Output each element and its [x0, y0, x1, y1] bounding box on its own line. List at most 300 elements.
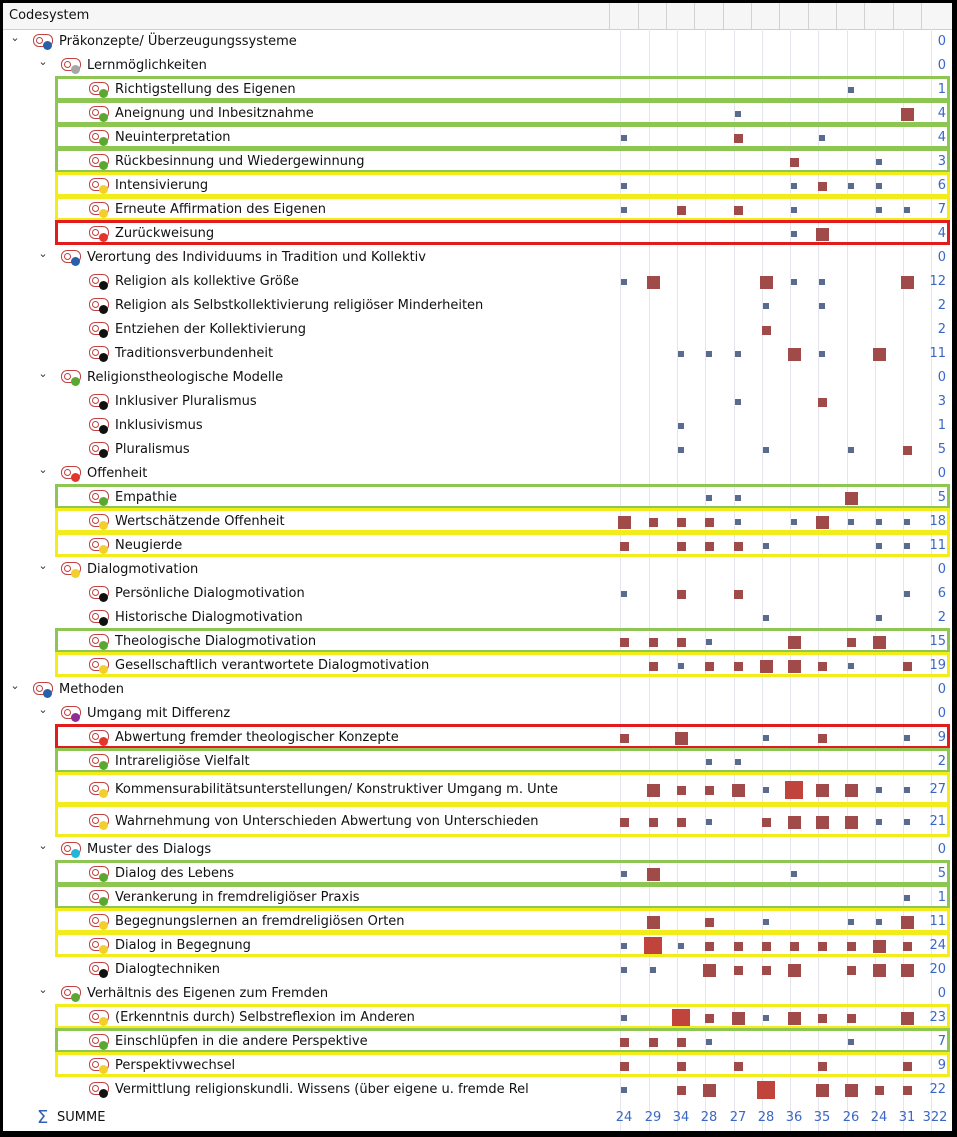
coding-frequency-square[interactable]: [762, 966, 771, 975]
sum-row: [3, 1106, 952, 1130]
chevron-down-icon[interactable]: ⌄: [38, 55, 48, 68]
column-header-8[interactable]: [808, 3, 809, 29]
code-row[interactable]: [3, 486, 952, 510]
coding-frequency-square[interactable]: [677, 1062, 686, 1071]
coding-frequency-square[interactable]: [818, 182, 827, 191]
coding-frequency-square[interactable]: [706, 1039, 712, 1045]
coding-frequency-square[interactable]: [757, 1081, 775, 1099]
code-count: 27: [929, 782, 946, 797]
coding-frequency-square[interactable]: [705, 918, 714, 927]
coding-frequency-square[interactable]: [706, 759, 712, 765]
coding-frequency-square[interactable]: [734, 590, 743, 599]
coding-frequency-square[interactable]: [705, 518, 714, 527]
column-header-codesystem[interactable]: Codesystem: [9, 8, 90, 23]
chevron-down-icon[interactable]: ⌄: [38, 463, 48, 476]
code-row[interactable]: [3, 702, 952, 726]
coding-frequency-square[interactable]: [734, 662, 743, 671]
coding-frequency-square[interactable]: [873, 636, 886, 649]
coding-frequency-square[interactable]: [816, 784, 829, 797]
code-row[interactable]: [3, 606, 952, 630]
coding-frequency-square[interactable]: [763, 543, 769, 549]
coding-frequency-square[interactable]: [791, 519, 797, 525]
code-icon: [89, 633, 115, 651]
coding-frequency-square[interactable]: [703, 964, 716, 977]
code-row[interactable]: [3, 366, 952, 390]
coding-frequency-square[interactable]: [672, 1009, 690, 1027]
coding-frequency-square[interactable]: [904, 207, 910, 213]
code-matrix-panel: [3, 3, 952, 1131]
column-header-2[interactable]: [638, 3, 639, 29]
code-row[interactable]: [3, 1006, 952, 1030]
coding-frequency-square[interactable]: [760, 660, 773, 673]
coding-frequency-square[interactable]: [621, 279, 627, 285]
code-row[interactable]: [3, 982, 952, 1006]
coding-frequency-square[interactable]: [620, 734, 629, 743]
code-row[interactable]: [3, 222, 952, 246]
coding-frequency-square[interactable]: [876, 615, 882, 621]
coding-frequency-square[interactable]: [819, 351, 825, 357]
coding-frequency-square[interactable]: [649, 638, 658, 647]
coding-frequency-square[interactable]: [790, 158, 799, 167]
coding-frequency-square[interactable]: [788, 816, 801, 829]
code-count: 21: [929, 814, 946, 829]
code-label: Aneignung und Inbesitznahme: [115, 106, 314, 121]
code-icon: [61, 249, 87, 267]
chevron-down-icon[interactable]: ⌄: [10, 31, 20, 44]
coding-frequency-square[interactable]: [845, 492, 858, 505]
code-icon: [61, 57, 87, 75]
coding-frequency-square[interactable]: [876, 919, 882, 925]
code-label: Dialogtechniken: [115, 962, 221, 977]
coding-frequency-square[interactable]: [735, 759, 741, 765]
coding-frequency-square[interactable]: [904, 543, 910, 549]
coding-frequency-square[interactable]: [677, 1086, 686, 1095]
code-row[interactable]: [3, 102, 952, 126]
column-header-3[interactable]: [666, 3, 667, 29]
code-row[interactable]: [3, 630, 952, 654]
code-count: 7: [937, 202, 946, 217]
coding-frequency-square[interactable]: [621, 967, 627, 973]
coding-frequency-square[interactable]: [791, 871, 797, 877]
sum-value: 28: [757, 1110, 775, 1125]
coding-frequency-square[interactable]: [848, 1039, 854, 1045]
coding-frequency-square[interactable]: [876, 787, 882, 793]
code-row[interactable]: [3, 318, 952, 342]
code-label: Einschlüpfen in die andere Perspektive: [115, 1034, 368, 1049]
sum-value: 34: [672, 1110, 690, 1125]
coding-frequency-square[interactable]: [644, 937, 662, 955]
coding-frequency-square[interactable]: [734, 966, 743, 975]
code-count: 0: [937, 370, 946, 385]
coding-frequency-square[interactable]: [791, 207, 797, 213]
coding-frequency-square[interactable]: [678, 351, 684, 357]
coding-frequency-square[interactable]: [875, 1086, 884, 1095]
code-row[interactable]: [3, 582, 952, 606]
coding-frequency-square[interactable]: [621, 135, 627, 141]
code-count: 24: [929, 938, 946, 953]
code-icon: [33, 681, 59, 699]
code-row[interactable]: [3, 54, 952, 78]
coding-frequency-square[interactable]: [649, 818, 658, 827]
coding-frequency-square[interactable]: [705, 942, 714, 951]
coding-frequency-square[interactable]: [876, 543, 882, 549]
coding-frequency-square[interactable]: [847, 942, 856, 951]
coding-frequency-square[interactable]: [647, 868, 660, 881]
code-row[interactable]: [3, 414, 952, 438]
code-icon: [89, 273, 115, 291]
code-row[interactable]: [3, 462, 952, 486]
coding-frequency-square[interactable]: [763, 615, 769, 621]
sum-label: SUMME: [57, 1110, 106, 1125]
coding-frequency-square[interactable]: [848, 183, 854, 189]
coding-frequency-square[interactable]: [785, 781, 803, 799]
coding-frequency-square[interactable]: [621, 183, 627, 189]
code-row[interactable]: [3, 678, 952, 702]
code-icon: [89, 1033, 115, 1051]
chevron-down-icon[interactable]: ⌄: [38, 367, 48, 380]
code-row[interactable]: [3, 1078, 952, 1102]
coding-frequency-square[interactable]: [904, 591, 910, 597]
code-row[interactable]: [3, 750, 952, 774]
coding-frequency-square[interactable]: [705, 786, 714, 795]
coding-frequency-square[interactable]: [735, 399, 741, 405]
coding-frequency-square[interactable]: [647, 784, 660, 797]
coding-frequency-square[interactable]: [678, 663, 684, 669]
code-row[interactable]: [3, 390, 952, 414]
code-count: 7: [937, 1034, 946, 1049]
coding-frequency-square[interactable]: [788, 964, 801, 977]
coding-frequency-square[interactable]: [706, 819, 712, 825]
code-row[interactable]: [3, 30, 952, 54]
coding-frequency-square[interactable]: [873, 348, 886, 361]
code-icon: [89, 813, 115, 831]
coding-frequency-square[interactable]: [762, 326, 771, 335]
coding-frequency-square[interactable]: [848, 87, 854, 93]
coding-frequency-square[interactable]: [678, 447, 684, 453]
coding-frequency-square[interactable]: [845, 1084, 858, 1097]
code-row[interactable]: [3, 1054, 952, 1078]
coding-frequency-square[interactable]: [819, 303, 825, 309]
coding-frequency-square[interactable]: [706, 639, 712, 645]
coding-frequency-square[interactable]: [621, 1087, 627, 1093]
coding-frequency-square[interactable]: [734, 206, 743, 215]
coding-frequency-square[interactable]: [677, 542, 686, 551]
coding-frequency-square[interactable]: [734, 134, 743, 143]
code-label: Abwertung fremder theologischer Konzepte: [115, 730, 399, 745]
coding-frequency-square[interactable]: [760, 276, 773, 289]
coding-frequency-square[interactable]: [847, 638, 856, 647]
coding-frequency-square[interactable]: [904, 519, 910, 525]
code-row[interactable]: [3, 246, 952, 270]
code-count: 0: [937, 682, 946, 697]
coding-frequency-square[interactable]: [706, 495, 712, 501]
code-label: Präkonzepte/ Überzeugungssysteme: [59, 34, 297, 49]
coding-frequency-square[interactable]: [678, 423, 684, 429]
coding-frequency-square[interactable]: [647, 916, 660, 929]
code-row[interactable]: [3, 438, 952, 462]
code-label: Richtigstellung des Eigenen: [115, 82, 296, 97]
coding-frequency-square[interactable]: [677, 1038, 686, 1047]
code-icon: [89, 753, 115, 771]
coding-frequency-square[interactable]: [621, 207, 627, 213]
coding-frequency-square[interactable]: [620, 1038, 629, 1047]
code-count: 20: [929, 962, 946, 977]
code-row[interactable]: [3, 774, 952, 806]
coding-frequency-square[interactable]: [819, 135, 825, 141]
code-row[interactable]: [3, 806, 952, 838]
chevron-down-icon[interactable]: ⌄: [38, 247, 48, 260]
code-count: 0: [937, 562, 946, 577]
code-label: Verortung des Individuums in Tradition und Kollektiv: [87, 250, 426, 265]
coding-frequency-square[interactable]: [620, 542, 629, 551]
coding-frequency-square[interactable]: [762, 818, 771, 827]
coding-frequency-square[interactable]: [904, 787, 910, 793]
code-count: 3: [937, 154, 946, 169]
coding-frequency-square[interactable]: [873, 940, 886, 953]
code-label: Verhältnis des Eigenen zum Fremden: [87, 986, 329, 1001]
coding-frequency-square[interactable]: [675, 732, 688, 745]
code-label: Dialogmotivation: [87, 562, 199, 577]
code-count: 11: [929, 346, 946, 361]
code-row[interactable]: [3, 126, 952, 150]
coding-frequency-square[interactable]: [816, 516, 829, 529]
chevron-down-icon[interactable]: ⌄: [38, 559, 48, 572]
code-row[interactable]: [3, 862, 952, 886]
coding-frequency-square[interactable]: [903, 662, 912, 671]
coding-frequency-square[interactable]: [732, 784, 745, 797]
coding-frequency-square[interactable]: [904, 735, 910, 741]
coding-frequency-square[interactable]: [903, 942, 912, 951]
code-label: Intensivierung: [115, 178, 209, 193]
coding-frequency-square[interactable]: [763, 787, 769, 793]
chevron-down-icon[interactable]: ⌄: [38, 983, 48, 996]
code-label: Wertschätzende Offenheit: [115, 514, 285, 529]
coding-frequency-square[interactable]: [649, 1038, 658, 1047]
code-icon: [61, 705, 87, 723]
coding-frequency-square[interactable]: [763, 447, 769, 453]
coding-frequency-square[interactable]: [621, 943, 627, 949]
coding-frequency-square[interactable]: [876, 207, 882, 213]
code-count: 1: [937, 890, 946, 905]
column-header-7[interactable]: [779, 3, 780, 29]
column-header-9[interactable]: [836, 3, 837, 29]
coding-frequency-square[interactable]: [903, 446, 912, 455]
code-count: 11: [929, 538, 946, 553]
coding-frequency-square[interactable]: [735, 111, 741, 117]
code-row[interactable]: [3, 198, 952, 222]
coding-frequency-square[interactable]: [620, 1062, 629, 1071]
code-count: 6: [937, 178, 946, 193]
coding-frequency-square[interactable]: [876, 183, 882, 189]
coding-frequency-square[interactable]: [901, 1012, 914, 1025]
coding-frequency-square[interactable]: [790, 942, 799, 951]
code-row[interactable]: [3, 534, 952, 558]
code-label: Empathie: [115, 490, 178, 505]
coding-frequency-square[interactable]: [904, 819, 910, 825]
code-icon: [89, 489, 115, 507]
code-label: Dialog in Begegnung: [115, 938, 251, 953]
coding-frequency-square[interactable]: [677, 818, 686, 827]
sum-value: 24: [870, 1110, 888, 1125]
code-count: 0: [937, 58, 946, 73]
coding-frequency-square[interactable]: [763, 1015, 769, 1021]
code-count: 4: [937, 226, 946, 241]
code-row[interactable]: [3, 342, 952, 366]
coding-frequency-square[interactable]: [763, 303, 769, 309]
coding-frequency-square[interactable]: [650, 967, 656, 973]
coding-frequency-square[interactable]: [848, 447, 854, 453]
column-header-11[interactable]: [893, 3, 894, 29]
code-row[interactable]: [3, 910, 952, 934]
code-row[interactable]: [3, 726, 952, 750]
coding-frequency-square[interactable]: [903, 1062, 912, 1071]
coding-frequency-square[interactable]: [791, 279, 797, 285]
code-row[interactable]: [3, 558, 952, 582]
coding-frequency-square[interactable]: [845, 784, 858, 797]
code-count: 19: [929, 658, 946, 673]
code-label: Erneute Affirmation des Eigenen: [115, 202, 326, 217]
coding-frequency-square[interactable]: [816, 816, 829, 829]
coding-frequency-square[interactable]: [705, 662, 714, 671]
column-header-6[interactable]: [751, 3, 752, 29]
coding-frequency-square[interactable]: [788, 636, 801, 649]
coding-frequency-square[interactable]: [618, 516, 631, 529]
coding-frequency-square[interactable]: [818, 398, 827, 407]
coding-frequency-square[interactable]: [705, 1014, 714, 1023]
column-header-1[interactable]: [609, 3, 610, 29]
coding-frequency-square[interactable]: [762, 942, 771, 951]
coding-frequency-square[interactable]: [788, 1012, 801, 1025]
coding-frequency-square[interactable]: [848, 663, 854, 669]
coding-frequency-square[interactable]: [816, 1084, 829, 1097]
coding-frequency-square[interactable]: [788, 660, 801, 673]
coding-frequency-square[interactable]: [734, 1062, 743, 1071]
coding-frequency-square[interactable]: [791, 231, 797, 237]
coding-frequency-square[interactable]: [788, 348, 801, 361]
code-count: 11: [929, 914, 946, 929]
code-row[interactable]: [3, 174, 952, 198]
code-row[interactable]: [3, 150, 952, 174]
code-label: Neuinterpretation: [115, 130, 231, 145]
code-label: Inklusivismus: [115, 418, 203, 433]
coding-frequency-square[interactable]: [621, 591, 627, 597]
code-row[interactable]: [3, 294, 952, 318]
coding-frequency-square[interactable]: [621, 1015, 627, 1021]
code-row[interactable]: [3, 654, 952, 678]
coding-frequency-square[interactable]: [873, 964, 886, 977]
coding-frequency-square[interactable]: [649, 662, 658, 671]
column-header-12[interactable]: [921, 3, 922, 29]
chevron-down-icon[interactable]: ⌄: [38, 703, 48, 716]
code-row[interactable]: [3, 934, 952, 958]
column-header-5[interactable]: [723, 3, 724, 29]
code-icon: [89, 729, 115, 747]
coding-frequency-square[interactable]: [901, 276, 914, 289]
code-count: 6: [937, 586, 946, 601]
coding-frequency-square[interactable]: [677, 786, 686, 795]
code-count: 4: [937, 106, 946, 121]
coding-frequency-square[interactable]: [677, 206, 686, 215]
code-row[interactable]: [3, 958, 952, 982]
code-row[interactable]: [3, 838, 952, 862]
coding-frequency-square[interactable]: [677, 590, 686, 599]
code-icon: [89, 1057, 115, 1075]
chevron-down-icon[interactable]: ⌄: [10, 679, 20, 692]
coding-frequency-square[interactable]: [677, 518, 686, 527]
coding-frequency-square[interactable]: [677, 638, 686, 647]
code-label: Theologische Dialogmotivation: [115, 634, 317, 649]
coding-frequency-square[interactable]: [818, 734, 827, 743]
coding-frequency-square[interactable]: [845, 816, 858, 829]
coding-frequency-square[interactable]: [901, 964, 914, 977]
code-icon: [61, 369, 87, 387]
code-row[interactable]: [3, 510, 952, 534]
coding-frequency-square[interactable]: [734, 942, 743, 951]
chevron-down-icon[interactable]: ⌄: [38, 839, 48, 852]
coding-frequency-square[interactable]: [818, 662, 827, 671]
coding-frequency-square[interactable]: [732, 1012, 745, 1025]
code-label: Historische Dialogmotivation: [115, 610, 303, 625]
column-header-4[interactable]: [694, 3, 695, 29]
coding-frequency-square[interactable]: [620, 818, 629, 827]
coding-frequency-square[interactable]: [876, 519, 882, 525]
coding-frequency-square[interactable]: [818, 1014, 827, 1023]
coding-frequency-square[interactable]: [621, 871, 627, 877]
coding-frequency-square[interactable]: [876, 159, 882, 165]
coding-frequency-square[interactable]: [876, 819, 882, 825]
code-row[interactable]: [3, 78, 952, 102]
code-count: 15: [929, 634, 946, 649]
code-count: 1: [937, 418, 946, 433]
coding-frequency-square[interactable]: [848, 919, 854, 925]
coding-frequency-square[interactable]: [763, 919, 769, 925]
code-row[interactable]: [3, 1030, 952, 1054]
code-row[interactable]: [3, 270, 952, 294]
coding-frequency-square[interactable]: [818, 942, 827, 951]
coding-frequency-square[interactable]: [705, 542, 714, 551]
coding-frequency-square[interactable]: [791, 183, 797, 189]
coding-frequency-square[interactable]: [848, 519, 854, 525]
coding-frequency-square[interactable]: [847, 1014, 856, 1023]
coding-frequency-square[interactable]: [647, 276, 660, 289]
coding-frequency-square[interactable]: [735, 495, 741, 501]
coding-frequency-square[interactable]: [901, 108, 914, 121]
coding-frequency-square[interactable]: [816, 228, 829, 241]
coding-frequency-square[interactable]: [904, 895, 910, 901]
coding-frequency-square[interactable]: [734, 542, 743, 551]
coding-frequency-square[interactable]: [735, 519, 741, 525]
coding-frequency-square[interactable]: [703, 1084, 716, 1097]
coding-frequency-square[interactable]: [763, 735, 769, 741]
code-count: 23: [929, 1010, 946, 1025]
code-count: 0: [937, 466, 946, 481]
coding-frequency-square[interactable]: [620, 638, 629, 647]
coding-frequency-square[interactable]: [903, 1086, 912, 1095]
code-icon: [89, 153, 115, 171]
column-header-10[interactable]: [864, 3, 865, 29]
coding-frequency-square[interactable]: [847, 966, 856, 975]
code-count: 22: [929, 1082, 946, 1097]
coding-frequency-square[interactable]: [678, 943, 684, 949]
code-row[interactable]: [3, 886, 952, 910]
coding-frequency-square[interactable]: [901, 916, 914, 929]
code-count: 9: [937, 730, 946, 745]
coding-frequency-square[interactable]: [706, 351, 712, 357]
coding-frequency-square[interactable]: [735, 351, 741, 357]
coding-frequency-square[interactable]: [649, 518, 658, 527]
coding-frequency-square[interactable]: [818, 1062, 827, 1071]
coding-frequency-square[interactable]: [819, 279, 825, 285]
